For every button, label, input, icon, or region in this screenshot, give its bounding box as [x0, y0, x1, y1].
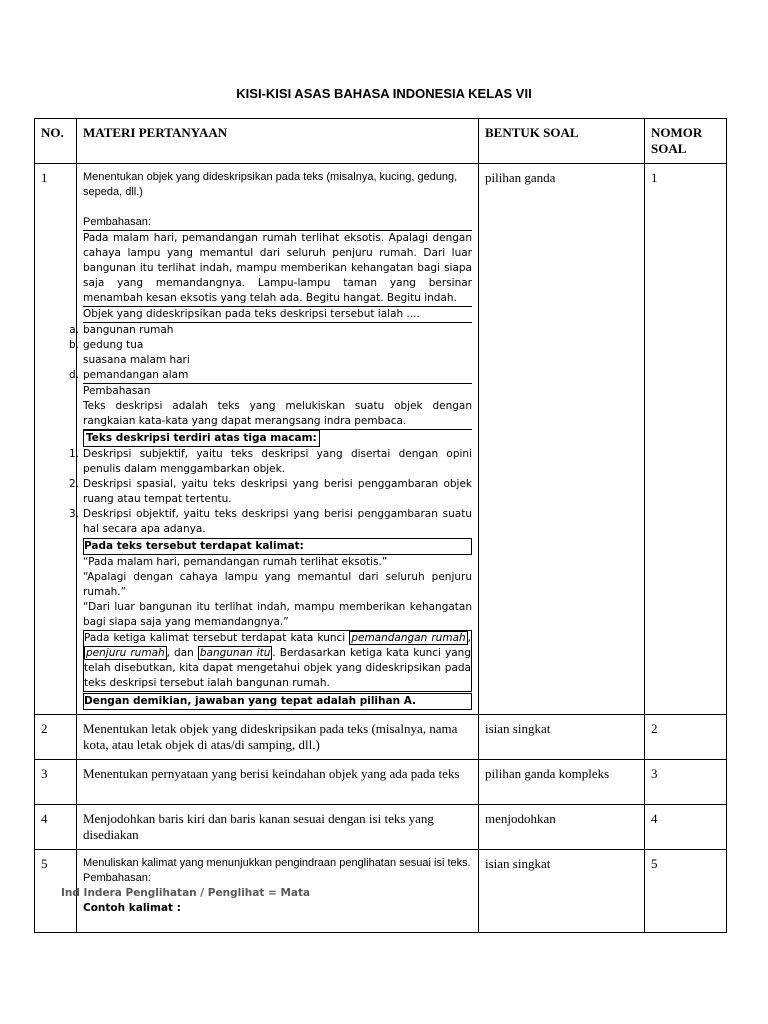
table-row — [35, 805, 727, 850]
row1-bentuk: pilihan ganda — [479, 164, 645, 715]
row2-bentuk: isian singkat — [479, 715, 645, 760]
row5-materi — [61, 850, 479, 933]
row5-pembahasan-label: Pembahasan: — [83, 872, 151, 884]
row1-quote-2: “Apalagi dengan cahaya lampu yang memantul dari seluruh penjuru rumah.” — [83, 571, 472, 598]
option-text: suasana malam hari — [83, 354, 190, 366]
row1-sentences-heading: Pada teks tersebut terdapat kalimat: — [83, 538, 472, 555]
header-no: NO. — [35, 119, 77, 164]
row1-conclusion: Dengan demikian, jawaban yang tepat adalah pilihan A. — [83, 693, 472, 710]
option-text: gedung tua — [83, 339, 144, 351]
row1-types-heading: Teks deskripsi terdiri atas tiga macam: — [83, 430, 472, 447]
document-title: KISI-KISI ASAS BAHASA INDONESIA KELAS VII — [236, 86, 532, 101]
row2-question: Menentukan letak objek yang dideskripsikan pada teks (misalnya, nama kota, atau letak objek di atas/di samping, dll.) — [77, 715, 479, 760]
header-materi: MATERI PERTANYAAN — [77, 119, 479, 164]
row1-option-a — [69, 323, 472, 338]
row3-question: Menentukan pernyataan yang berisi keindahan objek yang ada pada teks — [77, 760, 479, 805]
row1-pembahasan-label: Pembahasan: — [83, 216, 151, 228]
row1-option-c — [83, 353, 472, 368]
grid-table — [34, 118, 727, 933]
row4-nomor: 4 — [645, 805, 727, 850]
keyword-1: pemandangan rumah — [351, 632, 466, 644]
row1-nomor: 1 — [645, 164, 727, 715]
row1-quote-1: “Pada malam hari, pemandangan rumah terlihat eksotis.” — [83, 556, 388, 568]
row5-contoh: Contoh kalimat : — [83, 902, 181, 914]
row1-materi — [68, 164, 479, 715]
type-marker: 2. — [68, 478, 79, 490]
row1-option-b — [68, 338, 472, 353]
option-marker: a. — [69, 324, 79, 336]
row2-no: 2 — [35, 715, 77, 760]
type-text: Deskripsi spasial, yaitu teks deskripsi yang berisi penggambaran objek ruang atau tempat tertentu. — [83, 478, 472, 505]
row2-nomor: 2 — [645, 715, 727, 760]
row3-nomor: 3 — [645, 760, 727, 805]
type-text: Deskripsi objektif, yaitu teks deskripsi yang berisi penggambaran suatu hal secara apa adanya. — [83, 508, 472, 535]
row1-analysis: Pada ketiga kalimat tersebut terdapat kata kunci pemandangan rumah , penjuru rumah , dan bangunan itu . Berdasarkan ketiga kata kunci yang telah disebutkan, kita dapat mengetahui objek yang dideskripsikan pada teks deskripsi tersebut ialah bangunan rumah. — [83, 630, 472, 692]
keyword-2: penjuru rumah — [86, 647, 165, 659]
row1-quote-3: “Dari luar bangunan itu terlihat indah, mampu memberikan kehangatan bagi siapa saja yang memandangnya.” — [83, 601, 472, 628]
row1-pembahasan2-label: Pembahasan — [83, 385, 151, 397]
type-marker: 3. — [68, 508, 79, 520]
header-nomor: NOMOR SOAL — [645, 119, 727, 164]
row3-bentuk: pilihan ganda kompleks — [479, 760, 645, 805]
type-text: Deskripsi subjektif, yaitu teks deskripsi yang disertai dengan opini penulis dalam menggambarkan objek. — [83, 448, 472, 475]
row4-no: 4 — [35, 805, 77, 850]
option-marker: b. — [68, 339, 79, 351]
row1-type-2 — [68, 477, 472, 507]
row1-explanation — [83, 383, 472, 430]
table-header-row — [35, 119, 727, 164]
row5-bentuk: isian singkat — [479, 850, 645, 933]
row1-prompt: Objek yang dideskripsikan pada teks deskripsi tersebut ialah .... — [83, 307, 472, 323]
option-text: bangunan rumah — [83, 324, 174, 336]
header-bentuk: BENTUK SOAL — [479, 119, 645, 164]
row1-type-1 — [68, 447, 472, 477]
row1-question: Menentukan objek yang dideskripsikan pada teks (misalnya, kucing, gedung, sepeda, dll.) — [83, 171, 458, 198]
option-text: pemandangan alam — [83, 369, 189, 381]
option-marker: d. — [68, 369, 79, 381]
row1-option-d — [68, 368, 472, 383]
row4-question: Menjodohkan baris kiri dan baris kanan sesuai dengan isi teks yang disediakan — [77, 805, 479, 850]
type-marker: 1. — [68, 448, 79, 460]
table-row — [35, 715, 727, 760]
row5-question: Menuliskan kalimat yang menunjukkan pengindraan penglihatan sesuai isi teks. — [83, 857, 471, 869]
row5-nomor: 5 — [645, 850, 727, 933]
row5-no: 5 — [35, 850, 77, 933]
row5-indera: Ind Indera Penglihatan / Penglihat = Mata — [61, 887, 311, 899]
row3-no: 3 — [35, 760, 77, 805]
row1-definition: Teks deskripsi adalah teks yang melukiskan suatu objek dengan rangkaian kata-kata yang dapat merangsang indra pembaca. — [83, 400, 472, 427]
row1-no: 1 — [35, 164, 77, 715]
row1-passage: Pada malam hari, pemandangan rumah terlihat eksotis. Apalagi dengan cahaya lampu yang memantul dari seluruh penjuru rumah. Dari luar bangunan itu terlihat indah, mampu memberikan kehangatan bagi siapa saja yang memandangnya. Lampu-lampu taman yang bersinar menambah kesan eksotis yang telah ada. Begitu hangat. Begitu indah. — [83, 230, 472, 307]
table-row — [35, 850, 727, 933]
table-row — [35, 164, 727, 715]
row4-bentuk: menjodohkan — [479, 805, 645, 850]
table-row — [35, 760, 727, 805]
keyword-3: bangunan itu — [199, 647, 271, 659]
row1-type-3 — [68, 507, 472, 537]
